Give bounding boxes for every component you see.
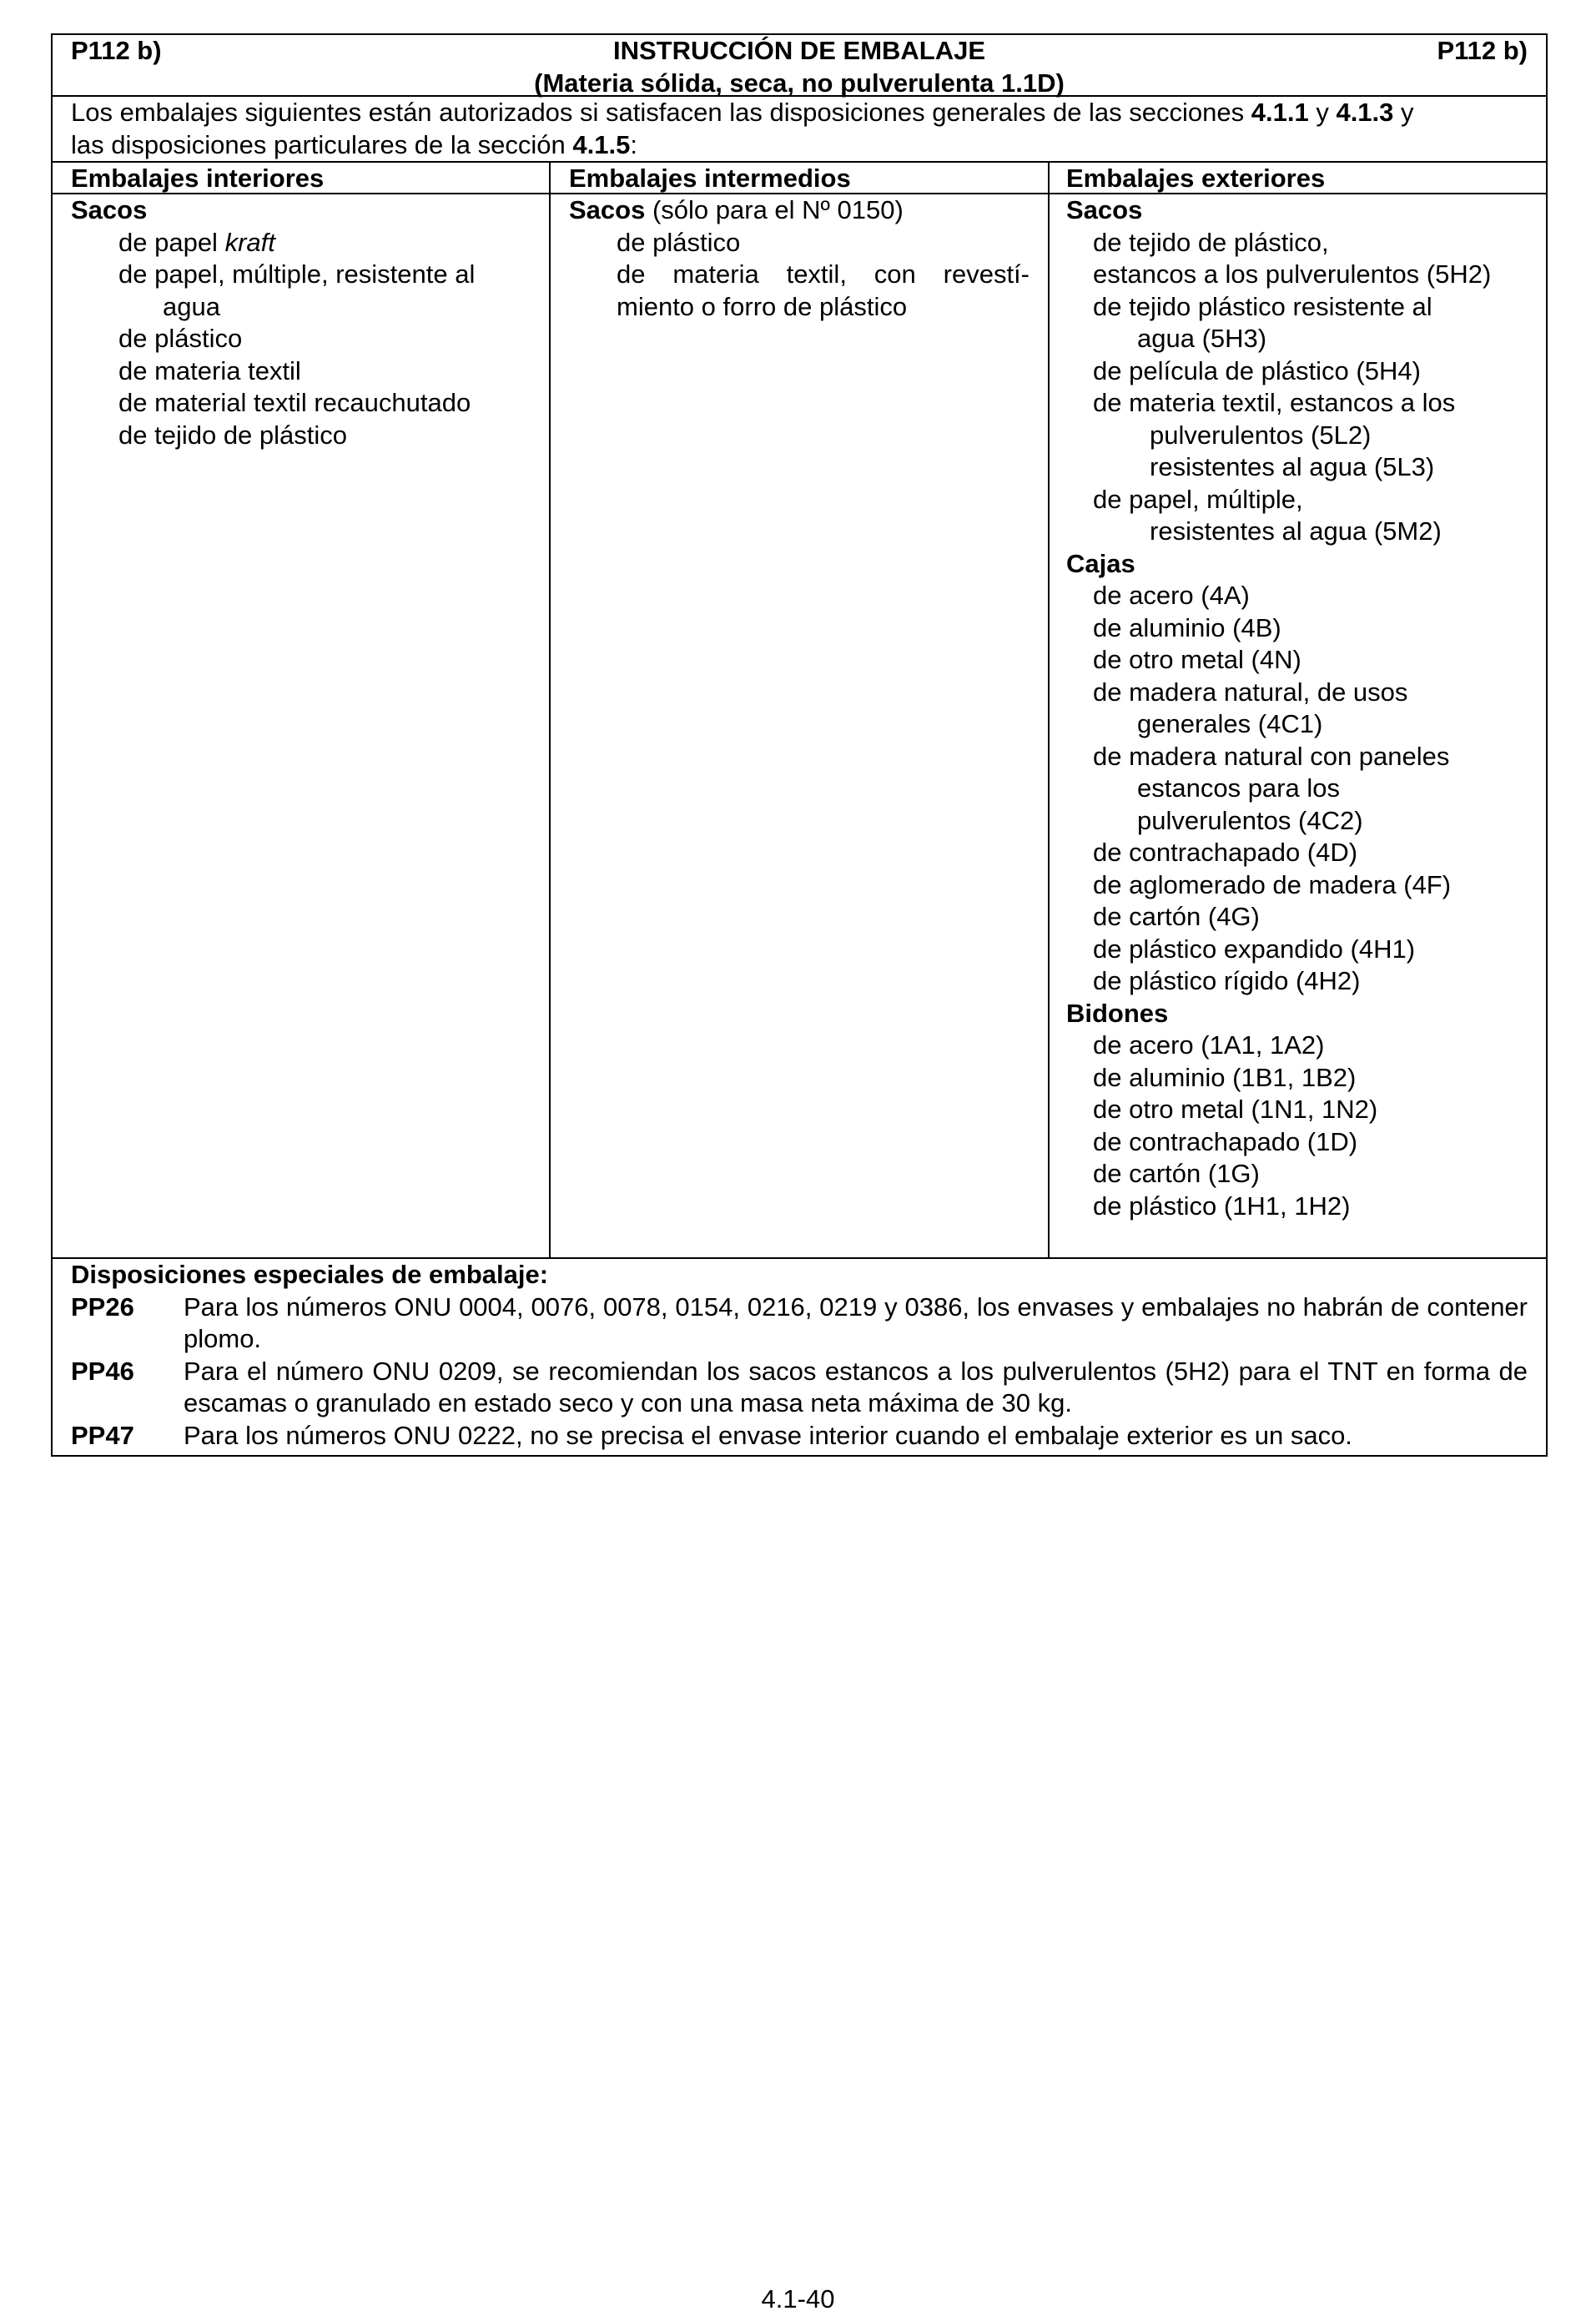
- outer-packagings-column: [1050, 194, 1546, 1257]
- outer-bags-heading: Sacos: [1066, 195, 1143, 224]
- list-item: de contrachapado (4D): [1093, 838, 1358, 867]
- list-item: de plástico (1H1, 1H2): [1093, 1191, 1351, 1221]
- provision-text: Para los números ONU 0004, 0076, 0078, 0154, 0216, 0219 y 0386, los envases y embalajes no habrán de contener plomo.: [184, 1291, 1528, 1353]
- intermediate-bags-heading: [569, 194, 1048, 227]
- intro-text-cont: y: [1393, 98, 1414, 127]
- provision-text: Para los números ONU 0222, no se precisa el envase interior cuando el embalaje exterior es un saco.: [184, 1420, 1352, 1450]
- inner-packagings-column: [53, 194, 551, 1257]
- list-item: de plástico rígido (4H2): [1093, 966, 1361, 995]
- packaging-content-row: [53, 194, 1546, 1259]
- intermediate-bags-note: (sólo para el Nº 0150): [645, 195, 904, 224]
- subtitle-text: (Materia sólida, seca, no pulverulenta 1.1D): [534, 68, 1065, 98]
- intro-line-1: [71, 97, 1528, 129]
- provision-pp46: [71, 1356, 1528, 1420]
- provision-pp47: [71, 1420, 1528, 1453]
- list-item: de acero (1A1, 1A2): [1093, 1030, 1325, 1060]
- outer-boxes-heading: Cajas: [1066, 548, 1135, 578]
- list-item: de papel, múltiple, resistente al: [118, 259, 476, 289]
- list-item-continuation: estancos para los: [1137, 773, 1340, 803]
- instruction-code-right: P112 b): [1437, 36, 1528, 65]
- provision-pp26: [71, 1291, 1528, 1356]
- title-row: [53, 35, 1546, 97]
- intermediate-bags-label: Sacos: [569, 195, 646, 224]
- inner-bags-heading: Sacos: [71, 195, 148, 224]
- list-item-continuation: agua (5H3): [1137, 324, 1267, 353]
- list-item: de acero (4A): [1093, 581, 1250, 610]
- ref-4-1-3: 4.1.3: [1336, 98, 1394, 127]
- ref-4-1-1: 4.1.1: [1251, 98, 1309, 127]
- list-item-continuation: agua: [163, 291, 220, 321]
- provision-code: PP26: [71, 1291, 134, 1322]
- list-item: de película de plástico (5H4): [1093, 355, 1421, 385]
- column-header-row: [53, 163, 1546, 194]
- column-header-outer: Embalajes exteriores: [1066, 164, 1326, 193]
- provision-text: Para el número ONU 0209, se recomiendan los sacos estancos a los pulverulentos (5H2) para el TNT en forma de escamas o granulado en estado seco y con una masa neta máxima de 30 kg.: [184, 1356, 1528, 1417]
- intro-and: y: [1308, 98, 1337, 127]
- list-item: de materia textil: [118, 355, 301, 385]
- column-header-intermediate: Embalajes intermedios: [551, 163, 1050, 193]
- list-item: de contrachapado (1D): [1093, 1126, 1358, 1156]
- list-item-continuation: resistentes al agua (5M2): [1150, 516, 1442, 546]
- intro-colon: :: [630, 129, 637, 159]
- packing-instruction-table: [51, 33, 1548, 1457]
- list-item-continuation: estancos a los pulverulentos (5H2): [1093, 259, 1492, 289]
- title-text: INSTRUCCIÓN DE EMBALAJE: [612, 36, 986, 65]
- provision-code: PP47: [71, 1420, 134, 1450]
- list-item-continuation: resistentes al agua (5L3): [1150, 452, 1435, 481]
- list-item: de plástico: [118, 324, 243, 353]
- intermediate-packagings-column: [551, 194, 1050, 1257]
- special-provisions: [53, 1259, 1546, 1455]
- list-item-continuation: generales (4C1): [1137, 709, 1323, 738]
- special-provisions-heading: Disposiciones especiales de embalaje:: [71, 1260, 549, 1289]
- list-item: de materia textil, con revestí-: [617, 259, 1030, 289]
- intro-text: Los embalajes siguientes están autorizados si satisfacen las disposiciones generales de las secciones: [71, 98, 1251, 127]
- list-item: de otro metal (1N1, 1N2): [1093, 1095, 1378, 1124]
- list-item: de otro metal (4N): [1093, 645, 1301, 674]
- list-item: de materia textil, estancos a los: [1093, 388, 1456, 417]
- list-item: de tejido plástico resistente al: [1093, 291, 1432, 321]
- list-item: de papel, múltiple,: [1093, 484, 1303, 514]
- list-item-continuation: pulverulentos (5L2): [1150, 420, 1372, 450]
- intro-line-2: [71, 129, 1528, 162]
- intro-text-2: las disposiciones particulares de la sección: [71, 129, 573, 159]
- list-item-continuation: miento o forro de plástico: [617, 291, 908, 321]
- list-item: de aluminio (4B): [1093, 612, 1281, 642]
- kraft-word: kraft: [224, 227, 275, 257]
- ref-4-1-5: 4.1.5: [572, 129, 631, 159]
- page-number: 4.1-40: [761, 2284, 835, 2313]
- list-item: de cartón (1G): [1093, 1159, 1260, 1188]
- intro-paragraph: [53, 97, 1546, 163]
- list-item: de aglomerado de madera (4F): [1093, 869, 1452, 899]
- provision-code: PP46: [71, 1356, 134, 1386]
- list-item: [71, 227, 549, 259]
- instruction-code-left: P112 b): [71, 36, 162, 65]
- list-item: de plástico: [617, 227, 741, 257]
- list-item: de material textil recauchutado: [118, 388, 471, 417]
- outer-drums-heading: Bidones: [1066, 998, 1169, 1028]
- item-text: de papel: [118, 227, 225, 257]
- list-item: de madera natural con paneles: [1093, 741, 1450, 771]
- list-item: de plástico expandido (4H1): [1093, 934, 1416, 964]
- list-item: de aluminio (1B1, 1B2): [1093, 1062, 1357, 1092]
- list-item: de madera natural, de usos: [1093, 677, 1408, 707]
- list-item: de tejido de plástico,: [1093, 227, 1329, 257]
- list-item-continuation: pulverulentos (4C2): [1137, 805, 1363, 835]
- column-header-inner: Embalajes interiores: [53, 163, 551, 193]
- page-title: [53, 35, 1546, 99]
- list-item: de tejido de plástico: [118, 420, 348, 450]
- list-item: de cartón (4G): [1093, 902, 1260, 931]
